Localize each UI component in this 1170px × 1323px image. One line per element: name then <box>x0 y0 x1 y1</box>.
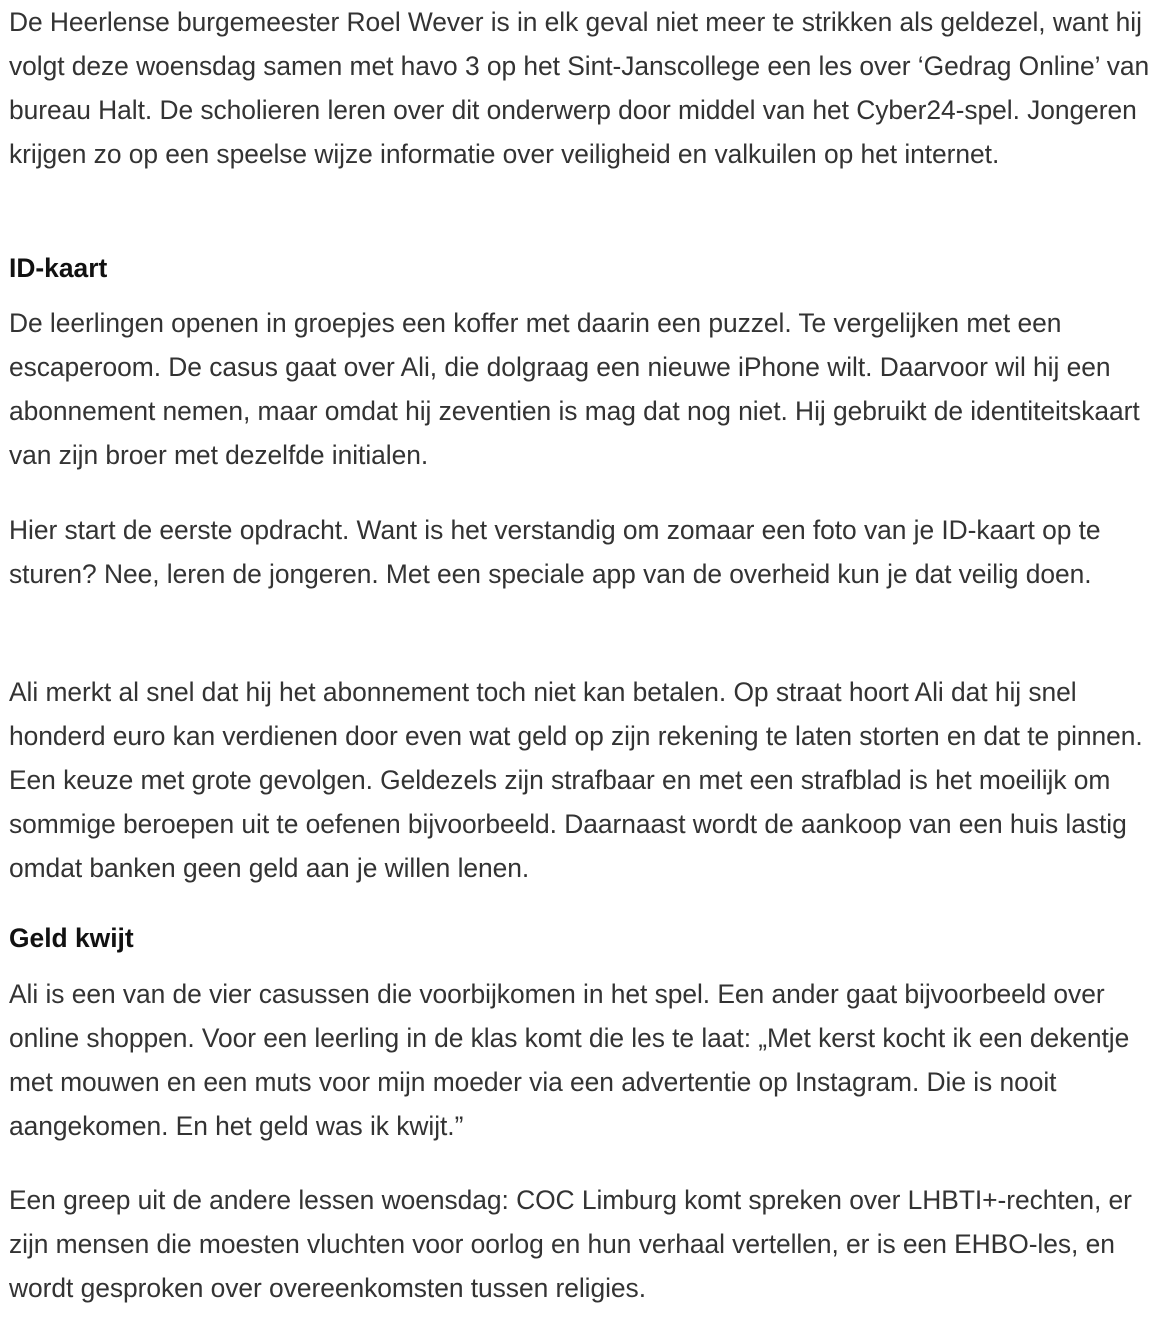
article-paragraph: De leerlingen openen in groepjes een koffer met daarin een puzzel. Te vergelijken met een escaperoom. De casus gaat over Ali, die dolgraag een nieuwe iPhone wilt. Daarvoor wil hij een abonnement nemen, maar omdat hij zeventien is mag dat nog niet. Hij gebruikt de identiteitskaart van zijn broer met dezelfde initialen. <box>9 308 1140 470</box>
article-paragraph: Ali merkt al snel dat hij het abonnement toch niet kan betalen. Op straat hoort Ali dat hij snel honderd euro kan verdienen door even wat geld op zijn rekening te laten storten en dat te pinnen. Een keuze met grote gevolgen. Geldezels zijn strafbaar en met een strafblad is het moeilijk om sommige beroepen uit te oefenen bijvoorbeeld. Daarnaast wordt de aankoop van een huis lastig omdat banken geen geld aan je willen lenen. <box>9 677 1143 883</box>
article-paragraph: De Heerlense burgemeester Roel Wever is in elk geval niet meer te strikken als geldezel, want hij volgt deze woensdag samen met havo 3 op het Sint-Janscollege een les over ‘Gedrag Online’ van bureau Halt. De scholieren leren over dit onderwerp door middel van het Cyber24-spel. Jongeren krijgen zo op een speelse wijze informatie over veiligheid en valkuilen op het internet. <box>9 7 1150 169</box>
article-paragraph: Een greep uit de andere lessen woensdag: COC Limburg komt spreken over LHBTI+-rechten, er zijn mensen die moesten vluchten voor oorlog en hun verhaal vertellen, er is een EHBO-les, en wordt gesproken over overeenkomsten tussen religies. <box>9 1185 1132 1303</box>
article-paragraph: Hier start de eerste opdracht. Want is het verstandig om zomaar een foto van je ID-kaart op te sturen? Nee, leren de jongeren. Met een speciale app van de overheid kun je dat veilig doen. <box>9 515 1101 589</box>
article-paragraph: Ali is een van de vier casussen die voorbijkomen in het spel. Een ander gaat bijvoorbeeld over online shoppen. Voor een leerling in de klas komt die les te laat: „Met kerst kocht ik een dekentje met mouwen en een muts voor mijn moeder via een advertentie op Instagram. Die is nooit aangekomen. En het geld was ik kwijt.” <box>9 979 1130 1141</box>
section-heading: ID-kaart <box>9 253 108 283</box>
section-heading: Geld kwijt <box>9 923 134 953</box>
